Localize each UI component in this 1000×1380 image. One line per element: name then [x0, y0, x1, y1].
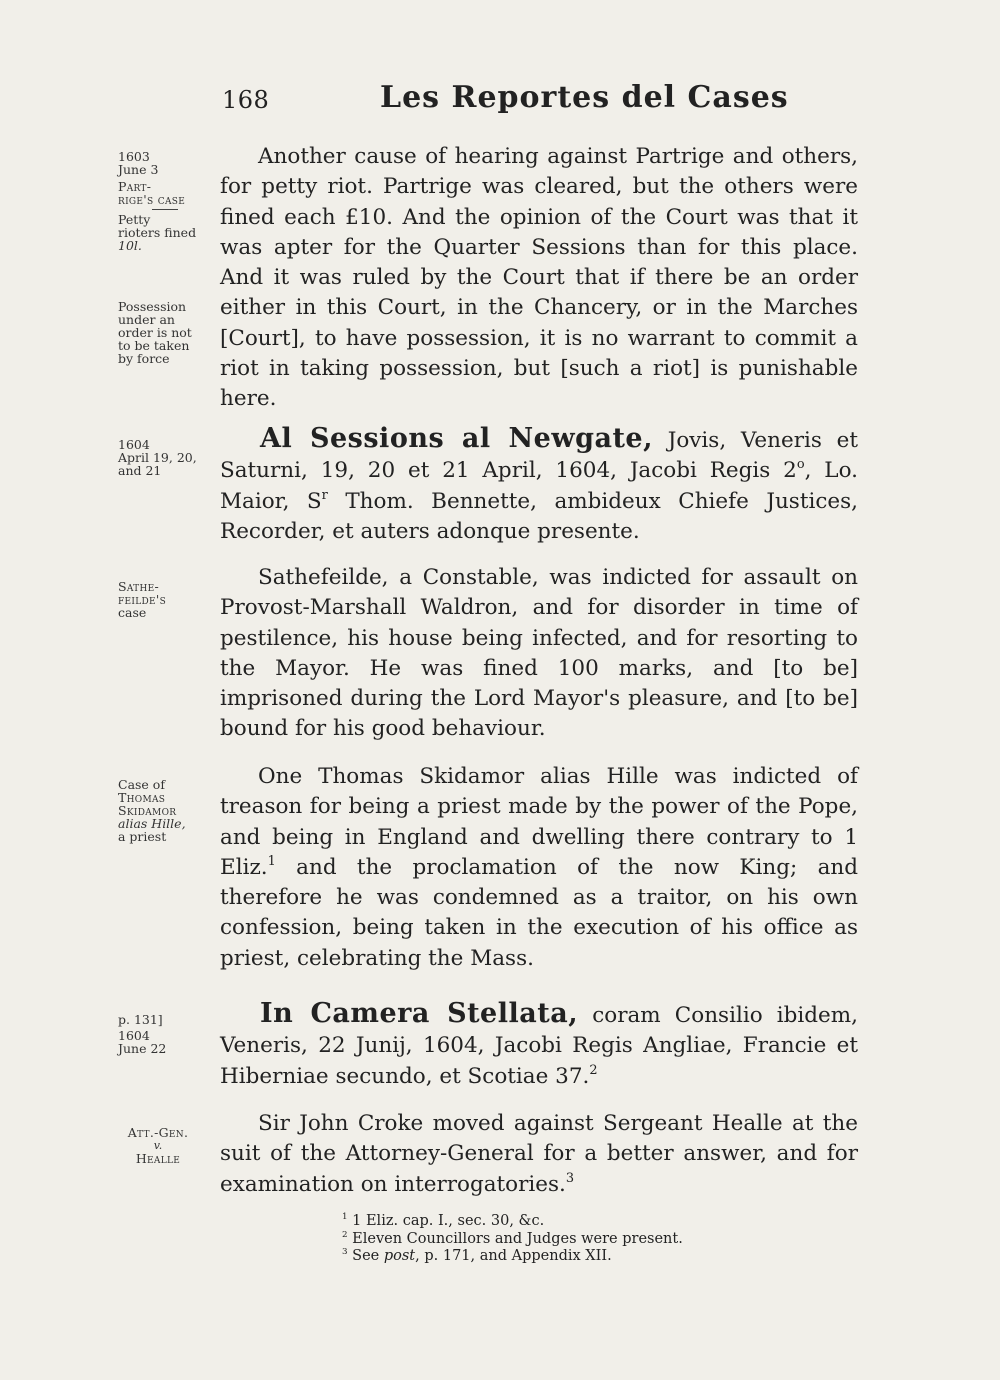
margin-note-date-1604-june	[118, 1013, 218, 1055]
margin-text: by force	[118, 351, 170, 366]
footnote-mark: 2	[342, 1229, 348, 1240]
margin-text: to be taken	[118, 338, 190, 353]
section-heading-camera-stellata: In Camera Stellata,	[260, 998, 579, 1029]
margin-text: Possession	[118, 299, 187, 314]
superscript: o	[796, 457, 805, 473]
margin-text: order is not	[118, 325, 192, 340]
paragraph-text: and the proclamation of the now King; and therefore he was condemned as a traitor, on his own confession, being taken in the execution of his office as priest, celebrating the Mass.	[220, 854, 858, 971]
footnote-3	[342, 1248, 683, 1266]
margin-text: under an	[118, 312, 175, 327]
superscript: r	[321, 487, 328, 503]
margin-note-date-1604-april	[118, 438, 218, 477]
margin-date: 1604	[118, 437, 150, 452]
margin-case-name: Healle	[135, 1151, 181, 1166]
margin-text: 10l.	[118, 238, 142, 253]
footnote-ref: 1	[267, 853, 276, 869]
margin-text: rioters fined	[118, 225, 197, 240]
margin-note-sathefeilde	[118, 580, 218, 619]
footnote-mark: 1	[342, 1211, 348, 1222]
margin-date: April 19, 20,	[118, 450, 197, 465]
margin-page-ref: p. 131]	[118, 1012, 163, 1027]
margin-case-name: feilde's	[118, 592, 167, 607]
margin-date: June 22	[118, 1041, 167, 1056]
margin-case-name: Thomas	[118, 790, 166, 805]
paragraph-skidamor-case	[220, 762, 858, 974]
margin-case-name: Skidamor	[118, 803, 177, 818]
margin-date: June 3	[118, 162, 159, 177]
margin-date: and 21	[118, 463, 162, 478]
margin-text: a priest	[118, 829, 167, 844]
margin-note-skidamor	[118, 778, 218, 843]
footnote-text: , p. 171, and Appendix XII.	[415, 1248, 612, 1264]
paragraph-text: Jovis, Veneris et Saturni, 19, 20 et 21 April, 1604, Jacobi Regis 2	[220, 428, 858, 484]
margin-rule	[152, 209, 178, 210]
page-number: 168	[222, 86, 270, 114]
paragraph-text: One Thomas Skidamor alias Hille was indicted of treason for being a priest made by the power of the Pope, and being in England and dwelling there contrary to 1 Eliz.	[220, 764, 858, 880]
margin-case-name: Att.-Gen.	[127, 1125, 189, 1140]
footnote-text: See	[347, 1248, 384, 1264]
margin-case-name: Sathe-	[118, 579, 160, 594]
page-header	[222, 82, 862, 122]
margin-note-partrige	[118, 150, 218, 252]
footnote-mark: 3	[342, 1246, 348, 1257]
margin-text: case	[118, 605, 147, 620]
paragraph-croke-motion	[220, 1109, 858, 1200]
footnote-text: Eleven Councillors and Judges were present.	[347, 1230, 683, 1247]
margin-case-name: rige's case	[118, 192, 186, 207]
paragraph-text: coram Consilio ibidem, Veneris, 22 Junij, 1604, Jacobi Regis Angliae, Francie et Hiberniae secundo, et Scotiae 37.	[220, 1003, 858, 1089]
footnote-ref: 3	[565, 1170, 575, 1186]
footnote-text: post	[383, 1248, 416, 1264]
margin-note-possession	[118, 300, 218, 365]
paragraph-text: , Lo. Maior, S	[220, 458, 858, 514]
footnotes	[342, 1213, 683, 1266]
margin-note-att-gen	[118, 1126, 198, 1165]
margin-case-name: Part-	[118, 179, 152, 194]
paragraph-sathefeilde-case: Sathefeilde, a Constable, was indicted for assault on Provost-Marshall Waldron, and for disorder in time of pestilence, his house being infected, and for resorting to the Mayor. He was fined 100 marks, and [to be] imprisoned during the Lord Mayor's pleasure, and [to be] bound for his good behaviour.	[220, 565, 858, 742]
margin-text: v.	[153, 1139, 163, 1152]
footnote-2	[342, 1231, 683, 1249]
margin-case-name: alias Hille,	[118, 816, 186, 831]
footnote-text: 1 Eliz. cap. I., sec. 30, &c.	[347, 1213, 545, 1229]
paragraph-sessions-newgate	[220, 424, 858, 547]
margin-date: 1603	[118, 149, 150, 164]
running-title: Les Reportes del Cases	[380, 80, 789, 115]
margin-text: Petty	[118, 212, 151, 227]
paragraph-partrige-case: Another cause of hearing against Partrige and others, for petty riot. Partrige was cleared, but the others were fined each £10. And the opinion of the Court was that it was apter for the Quarter Sessions than for this place. And it was ruled by the Court that if there be an order either in this Court, in the Chancery, or in the Marches [Court], to have possession, it is no warrant to commit a riot in taking possession, but [such a riot] is punishable here.	[220, 144, 858, 412]
footnote-ref: 2	[589, 1062, 598, 1078]
footnote-1	[342, 1213, 683, 1231]
section-heading-newgate: Al Sessions al Newgate,	[260, 423, 653, 454]
margin-text: Case of	[118, 777, 165, 792]
paragraph-text: Sir John Croke moved against Sergeant Healle at the suit of the Attorney-General for a better answer, and for examination on interrogatories.	[220, 1111, 858, 1197]
margin-date: 1604	[118, 1028, 150, 1043]
paragraph-text: Thom. Bennette, ambideux Chiefe Justices, Recorder, et auters adonque presente.	[220, 488, 858, 544]
paragraph-camera-stellata	[220, 999, 858, 1092]
